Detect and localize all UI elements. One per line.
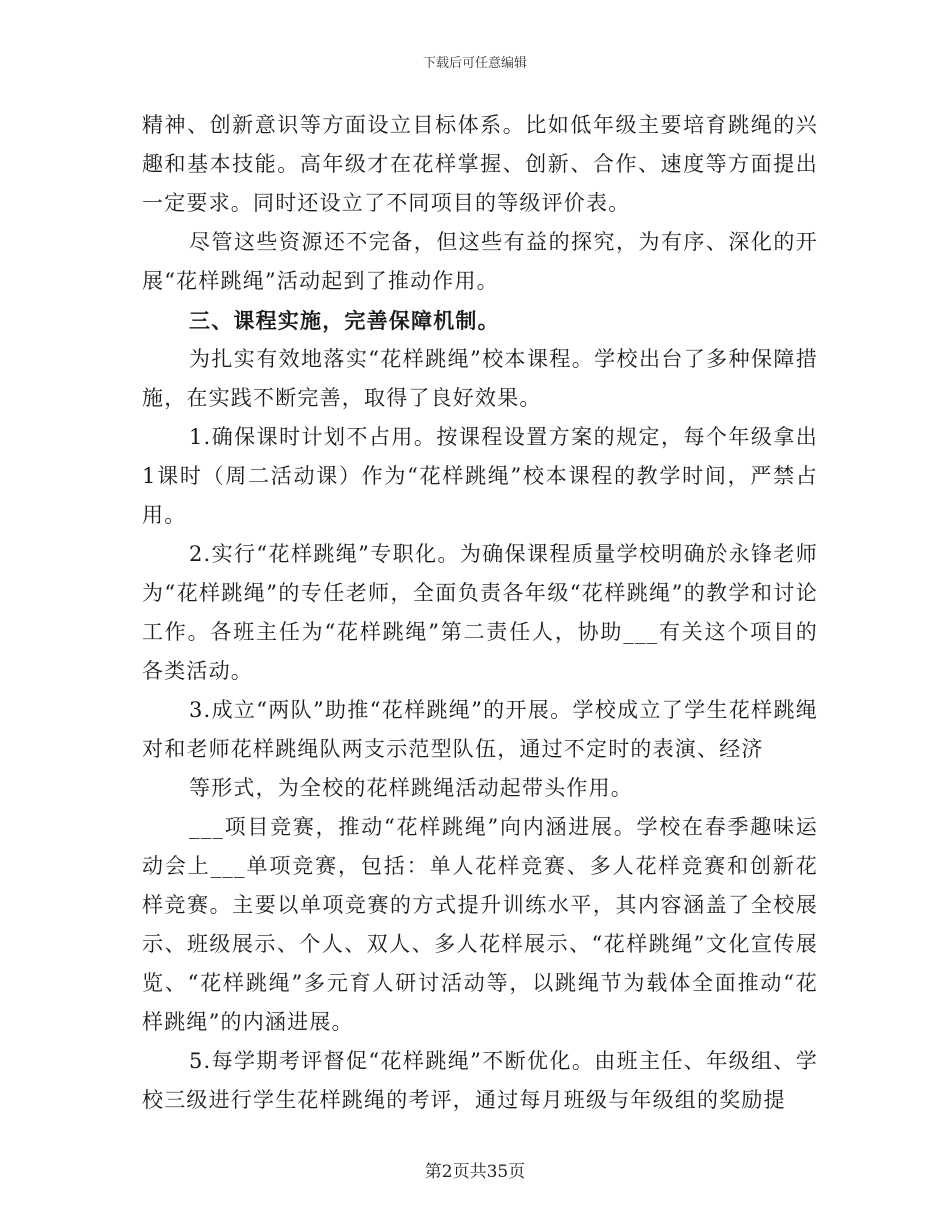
paragraph-item-3-continued: 等形式，为全校的花样跳绳活动起带头作用。 bbox=[189, 776, 633, 800]
page-header: 下载后可任意编辑 bbox=[422, 56, 527, 71]
paragraph-goals: 精神、创新意识等方面设立目标体系。比如低年级主要培育跳绳的兴趣和基本技能。高年级才在花样掌握、创新、合作、速度等方面提出一定要求。同时还设立了不同项目的等级评价表。 bbox=[142, 113, 818, 215]
paragraph-item-5: 5.每学期考评督促“花样跳绳”不断优化。由班主任、年级组、学校三级进行学生花样跳绳的考评，通过每月班级与年级组的奖励提 bbox=[142, 1049, 818, 1112]
paragraph-item-4: ___项目竞赛，推动“花样跳绳”向内涵进展。学校在春季趣味运动会上___单项竞赛，包括：单人花样竞赛、多人花样竞赛和创新花样竞赛。主要以单项竞赛的方式提升训练水平，其内容涵盖了全校展示、班级展示、个人、双人、多人花样展示、“花样跳绳”文化宣传展览、“花样跳绳”多元育人研讨活动等，以跳绳节为载体全面推动“花样跳绳”的内涵进展。 bbox=[142, 815, 818, 1034]
paragraph-item-1: 1.确保课时计划不占用。按课程设置方案的规定，每个年级拿出1课时（周二活动课）作为“花样跳绳”校本课程的教学时间，严禁占用。 bbox=[142, 425, 818, 527]
paragraph-implementation-intro: 为扎实有效地落实“花样跳绳”校本课程。学校出台了多种保障措施，在实践不断完善，取得了良好效果。 bbox=[142, 347, 818, 410]
section-heading-3: 三、课程实施，完善保障机制。 bbox=[189, 308, 500, 333]
paragraph-item-2: 2.实行“花样跳绳”专职化。为确保课程质量学校明确於永锋老师为“花样跳绳”的专任老师，全面负责各年级“花样跳绳”的教学和讨论工作。各班主任为“花样跳绳”第二责任人，协助___有关这个项目的各类活动。 bbox=[142, 542, 818, 683]
document-body bbox=[142, 106, 818, 1120]
paragraph-item-3: 3.成立“两队”助推“花样跳绳”的开展。学校成立了学生花样跳绳对和老师花样跳绳队两支示范型队伍，通过不定时的表演、经济 bbox=[142, 698, 818, 761]
page-number: 第2页共35页 bbox=[424, 1162, 526, 1182]
paragraph-resources: 尽管这些资源还不完备，但这些有益的探究，为有序、深化的开展“花样跳绳”活动起到了推动作用。 bbox=[142, 230, 818, 293]
